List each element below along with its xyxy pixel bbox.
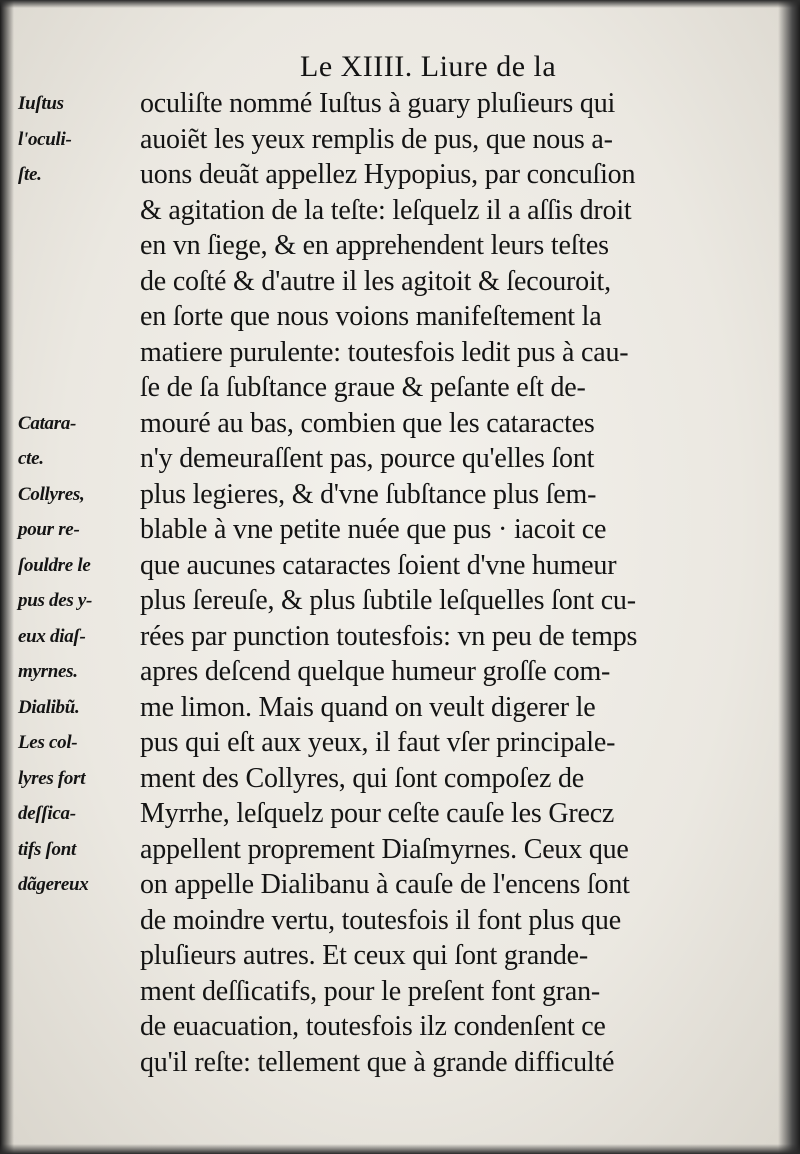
body-line: me limon. Mais quand on veult digerer le bbox=[140, 691, 596, 723]
margin-note: dãgereux bbox=[18, 874, 89, 895]
margin-note: Catara- bbox=[18, 412, 77, 434]
margin-note: Iuſtus bbox=[18, 93, 64, 114]
body-line: rées par punction toutesfois: vn peu de temps bbox=[140, 620, 638, 652]
margin-note: Les col- bbox=[18, 732, 78, 753]
margin-note: Dialibũ. bbox=[18, 696, 80, 718]
body-line: plus legieres, & d'vne ſubſtance plus ſem- bbox=[140, 478, 597, 510]
body-line: matiere purulente: toutesfois ledit pus à cau- bbox=[140, 336, 629, 368]
body-line: ment deſſicatifs, pour le preſent font gran- bbox=[140, 975, 601, 1007]
body-line: pluſieurs autres. Et ceux qui ſont grande- bbox=[140, 940, 589, 971]
margin-note: tifs ſont bbox=[18, 838, 77, 860]
margin-note: myrnes. bbox=[18, 661, 78, 682]
body-line: on appelle Dialibanu à cauſe de l'encens ſont bbox=[140, 869, 630, 900]
margin-note: cte. bbox=[18, 448, 44, 469]
margin-note: lyres fort bbox=[18, 767, 86, 789]
body-line: & agitation de la teſte: leſquelz il a aſſis droit bbox=[140, 194, 632, 226]
body-line: en vn ſiege, & en apprehendent leurs teſtes bbox=[140, 230, 609, 261]
body-line: apres deſcend quelque humeur groſſe com- bbox=[140, 656, 611, 687]
body-line: auoiẽt les yeux remplis de pus, que nous a- bbox=[140, 123, 613, 155]
margin-note: ſouldre le bbox=[18, 554, 91, 576]
body-line: pus qui eſt aux yeux, il faut vſer principale- bbox=[140, 727, 616, 758]
body-line: en ſorte que nous voions manifeſtement la bbox=[140, 301, 602, 332]
body-line: oculiſte nommé Iuſtus à guary pluſieurs qui bbox=[140, 88, 616, 119]
body-line: de euacuation, toutesfois ilz condenſent ce bbox=[140, 1011, 606, 1042]
body-line: ment des Collyres, qui ſont compoſez de bbox=[140, 762, 585, 794]
margin-notes bbox=[18, 86, 138, 1116]
body-text bbox=[140, 86, 740, 1080]
body-line: plus ſereuſe, & plus ſubtile leſquelles ſont cu- bbox=[140, 585, 636, 616]
margin-note: l'oculi- bbox=[18, 128, 72, 150]
margin-note: deſſica- bbox=[18, 803, 76, 824]
margin-note: pour re- bbox=[18, 519, 80, 540]
body-line: appellent proprement Diaſmyrnes. Ceux que bbox=[140, 833, 629, 865]
running-head: Le XIIII. Liure de la bbox=[300, 50, 557, 83]
body-line: que aucunes cataractes ſoient d'vne humeur bbox=[140, 549, 617, 581]
margin-note: eux diaſ- bbox=[18, 625, 86, 647]
page-left-shadow bbox=[0, 0, 14, 1154]
body-line: de moindre vertu, toutesfois il font plus que bbox=[140, 904, 621, 936]
body-line: de coſté & d'autre il les agitoit & ſecouroit, bbox=[140, 265, 611, 297]
body-line: n'y demeuraſſent pas, pource qu'elles ſont bbox=[140, 443, 595, 474]
body-line: qu'il reſte: tellement que à grande difficulté bbox=[140, 1046, 615, 1078]
body-line: ſe de ſa ſubſtance graue & peſante eſt de- bbox=[140, 372, 586, 403]
body-line: Myrrhe, leſquelz pour ceſte cauſe les Grecz bbox=[140, 798, 615, 829]
body-line: mouré au bas, combien que les cataractes bbox=[140, 407, 595, 439]
body-line: uons deuãt appellez Hypopius, par concuſion bbox=[140, 159, 636, 190]
page-right-gutter bbox=[778, 0, 800, 1154]
page-bottom-shadow bbox=[0, 1144, 800, 1154]
body-line: blable à vne petite nuée que pus · iacoit ce bbox=[140, 514, 607, 545]
margin-note: ſte. bbox=[18, 164, 42, 185]
margin-note: Collyres, bbox=[18, 483, 85, 505]
margin-note: pus des y- bbox=[18, 590, 93, 611]
page-top-shadow bbox=[0, 0, 800, 8]
